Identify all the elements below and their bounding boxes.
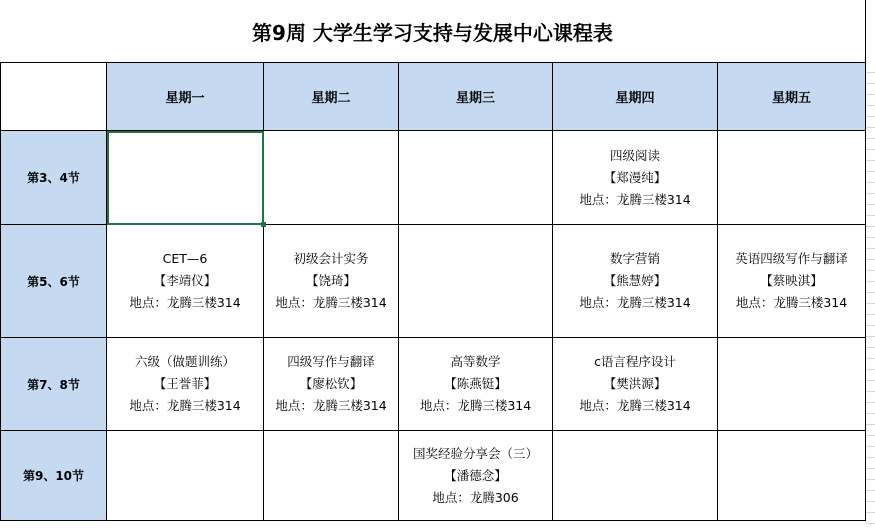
course-course: CET—6	[162, 251, 208, 266]
schedule-cell-wednesday[interactable]	[399, 338, 553, 431]
course-entry	[107, 351, 263, 417]
course-course: 国奖经验分享会（三）	[412, 445, 538, 461]
corner-cell[interactable]	[1, 63, 107, 131]
course-entry	[718, 248, 865, 314]
course-course: 四级写作与翻译	[287, 354, 375, 369]
course-teacher: 【蔡映淇】	[760, 273, 823, 288]
schedule-cell-wednesday[interactable]	[399, 131, 553, 225]
course-entry	[553, 351, 717, 417]
day-header-tuesday[interactable]: 星期二	[264, 63, 399, 131]
day-header-wednesday[interactable]: 星期三	[399, 63, 553, 131]
sheet-edge	[866, 62, 875, 530]
day-header-monday[interactable]: 星期一	[107, 63, 264, 131]
schedule-cell-wednesday[interactable]	[399, 225, 553, 338]
course-entry	[264, 248, 398, 314]
schedule-cell-friday[interactable]	[718, 431, 866, 521]
course-location: 地点：龙腾三楼314	[419, 398, 532, 413]
time-slot-label[interactable]: 第7、8节	[1, 338, 107, 431]
course-location: 地点：龙腾三楼314	[579, 398, 691, 413]
schedule-table	[0, 62, 866, 521]
time-slot-label[interactable]: 第5、6节	[1, 225, 107, 338]
schedule-cell-wednesday[interactable]	[399, 431, 553, 521]
course-course: c语言程序设计	[594, 354, 676, 369]
schedule-cell-thursday[interactable]	[553, 225, 718, 338]
course-location: 地点：龙腾三楼314	[129, 398, 241, 413]
schedule-cell-monday[interactable]	[107, 225, 264, 338]
schedule-cell-friday[interactable]	[718, 225, 866, 338]
schedule-cell-thursday[interactable]	[553, 431, 718, 521]
course-entry	[399, 443, 552, 509]
course-location: 地点：龙腾三楼314	[579, 191, 691, 207]
course-location: 地点：龙腾三楼314	[579, 295, 691, 310]
schedule-cell-monday[interactable]	[107, 338, 264, 431]
course-course: 英语四级写作与翻译	[735, 251, 848, 266]
course-course: 六级（做题训练）	[134, 354, 235, 369]
course-course: 四级阅读	[609, 147, 660, 163]
header-row	[1, 63, 866, 131]
schedule-cell-thursday[interactable]	[553, 131, 718, 225]
course-location: 地点：龙腾三楼314	[275, 398, 387, 413]
course-teacher: 【廖松钦】	[299, 376, 363, 391]
course-course: 数字营销	[609, 251, 660, 266]
course-teacher: 【陈燕铤】	[444, 376, 507, 391]
course-teacher: 【郑漫纯】	[603, 169, 667, 185]
schedule-cell-tuesday[interactable]	[264, 338, 399, 431]
schedule-row	[1, 431, 866, 521]
schedule-cell-tuesday[interactable]	[264, 131, 399, 225]
course-location: 地点：龙腾三楼314	[129, 295, 241, 310]
course-entry	[553, 248, 717, 314]
course-course: 初级会计实务	[293, 251, 369, 266]
time-slot-label[interactable]: 第9、10节	[1, 431, 107, 521]
course-entry	[553, 145, 717, 211]
course-entry	[264, 351, 398, 417]
schedule-row	[1, 338, 866, 431]
course-teacher: 【李靖仪】	[153, 273, 217, 288]
course-teacher: 【樊洪源】	[603, 376, 667, 391]
schedule-row	[1, 131, 866, 225]
course-entry	[107, 248, 263, 314]
course-entry	[399, 351, 552, 417]
schedule-cell-tuesday[interactable]	[264, 225, 399, 338]
course-location: 地点：龙腾三楼314	[735, 295, 848, 310]
schedule-cell-monday[interactable]	[107, 431, 264, 521]
schedule-row	[1, 225, 866, 338]
course-teacher: 【饶琦】	[305, 273, 356, 288]
course-teacher: 【王誉菲】	[153, 376, 217, 391]
schedule-cell-friday[interactable]	[718, 131, 866, 225]
time-slot-label[interactable]: 第3、4节	[1, 131, 107, 225]
schedule-cell-tuesday[interactable]	[264, 431, 399, 521]
schedule-cell-thursday[interactable]	[553, 338, 718, 431]
course-location: 地点：龙腾三楼314	[275, 295, 387, 310]
course-teacher: 【潘德念】	[444, 467, 507, 483]
page-title: 第9周 大学生学习支持与发展中心课程表	[0, 0, 866, 62]
day-header-friday[interactable]: 星期五	[718, 63, 866, 131]
schedule-cell-monday[interactable]	[107, 131, 264, 225]
course-teacher: 【熊慧婷】	[603, 273, 667, 288]
day-header-thursday[interactable]: 星期四	[553, 63, 718, 131]
course-location: 地点：龙腾306	[432, 489, 519, 505]
course-course: 高等数学	[450, 354, 501, 369]
schedule-cell-friday[interactable]	[718, 338, 866, 431]
